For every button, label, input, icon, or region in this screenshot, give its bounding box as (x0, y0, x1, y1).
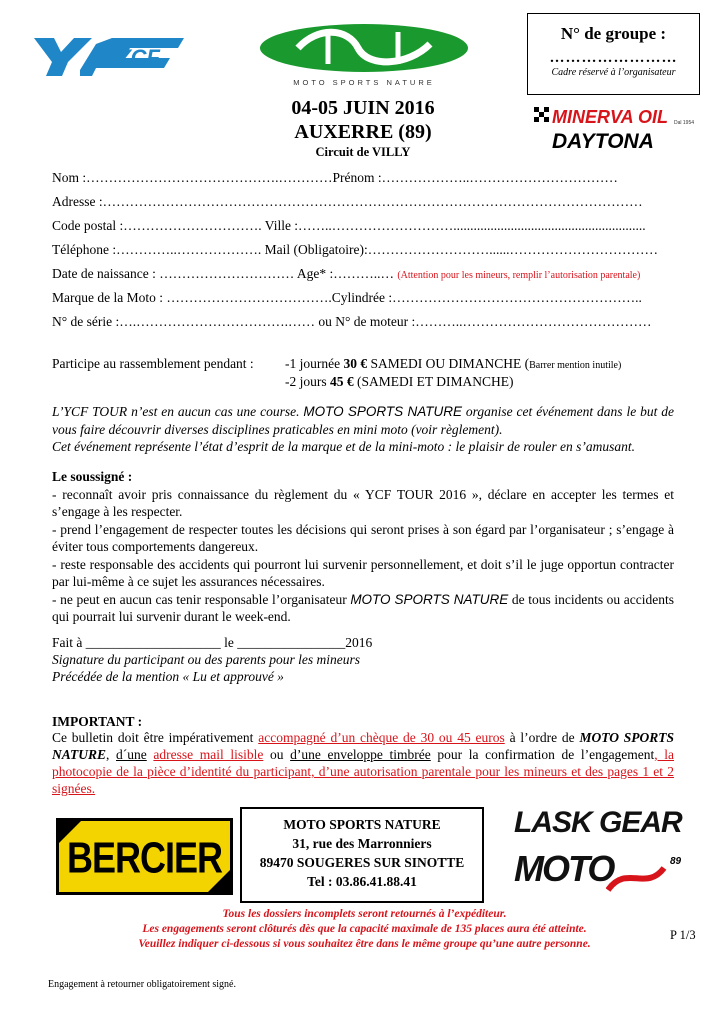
important-k: , la photocopie de la pièce d’identité du participant, d’une autorisation parentale pour les mineurs et des pages 1 et 2 signées. (52, 747, 675, 796)
minerva-text: MINERVA OIL (552, 107, 668, 127)
option1-note-open: ( (524, 356, 530, 371)
field-telephone-mail[interactable]: Téléphone :…………..………………. Mail (Obligatoire):………………………......…………………………… (52, 242, 658, 257)
moto-small-text: 89 (670, 856, 682, 867)
participation-option-2[interactable] (285, 373, 514, 391)
participation-option-1[interactable] (285, 355, 621, 375)
group-box-dots[interactable]: …………………… (549, 50, 678, 66)
field-serie-moteur[interactable]: N° de série :….…………………………….…… ou N° de moteur :………..…………………………………… (52, 314, 652, 329)
declaration-item-3: - reste responsable des accidents qui pourront lui survenir personnellement, et doit s’il le juge opportun contracter par lui-même à ce sujet les assurances nécessaires. (52, 556, 674, 589)
important-paragraph (52, 729, 674, 797)
declaration-section (52, 468, 674, 626)
important-cheque: accompagné d’un chèque de 30 ou 45 euros (258, 730, 505, 745)
important-title: IMPORTANT : (52, 714, 143, 729)
field-code-postal-ville[interactable]: Code postal :…………………………. Ville :……..………………………......................................................... (52, 218, 646, 233)
participation-label: Participe au rassemblement pendant : (52, 356, 254, 371)
event-circuit: Circuit de VILLY (315, 145, 411, 159)
group-box-note: Cadre réservé à l’organisateur (551, 67, 676, 78)
field-marque-cylindree[interactable]: Marque de la Moto : ……………………………….Cylindrée :……………………………………………….. (52, 290, 642, 305)
footer-warn-1: Tous les dossiers incomplets seront retournés à l’expéditeur. (222, 908, 507, 920)
address-city: 89470 SOUGERES SUR SINOTTE (259, 855, 465, 870)
bercier-text: BERCIER (66, 832, 223, 882)
field-adresse[interactable]: Adresse :………………………………………………………………………………………………………… (52, 194, 643, 209)
important-mail: adresse mail lisible (153, 747, 264, 762)
item4-c: de tous incidents ou accidents qui pourrait lui survenir durant le week-end. (52, 591, 675, 624)
event-city: AUXERRE (89) (294, 121, 432, 143)
msn-logo-text: MOTO SPORTS NATURE (293, 78, 435, 87)
organizer-address-box (240, 807, 484, 903)
important-envelope: d’une enveloppe timbrée (290, 747, 431, 762)
laskgear-logo: LASK GEAR (514, 806, 682, 839)
event-date: 04-05 JUIN 2016 (291, 97, 435, 119)
minerva-daytona-logo (532, 104, 697, 154)
option1-note: Barrer mention inutile) (529, 360, 622, 371)
group-number-box (527, 13, 700, 95)
group-box-title: N° de groupe : (560, 24, 667, 43)
important-brand: MOTO SPORTS NATURE (52, 730, 675, 762)
intro-paragraph (52, 403, 674, 456)
item4-brand: MOTO SPORTS NATURE (350, 591, 509, 607)
field-nom-prenom[interactable]: Nom :…………………………………….…………Prénom :………………..…………………………… (52, 170, 618, 185)
moto-text: MOTO (514, 848, 614, 889)
important-c: à l’ordre de (509, 730, 575, 745)
intro-p1-brand: MOTO SPORTS NATURE (303, 404, 462, 419)
footer-warn-3: Veuillez indiquer ci-dessous si vous souhaitez être dans le même groupe qu’une autre personne. (138, 938, 591, 950)
important-a: Ce bulletin doit être impérativement (52, 730, 254, 745)
footer-warn-2: Les engagements seront clôturés dès que la capacité maximale de 135 places aura été atteinte. (142, 923, 587, 935)
footer-warnings (92, 907, 637, 952)
fait-a-line[interactable]: Fait à ____________________ le ________________2016 (52, 635, 373, 650)
option2-prefix: -2 jours (285, 374, 327, 389)
item4-a: - ne peut en aucun cas tenir responsable l’organisateur (52, 591, 347, 607)
naissance-note: (Attention pour les mineurs, remplir l’autorisation parentale) (397, 270, 641, 281)
bottom-note: Engagement à retourner obligatoirement signé. (48, 979, 236, 990)
naissance-label[interactable]: Date de naissance : ………………………… Age* :………..… (52, 266, 394, 281)
ycf-logo (34, 36, 189, 78)
declaration-item-1: - reconnaît avoir pris connaissance du règlement du « YCF TOUR 2016 », déclare en accepter les termes et s’engage à les respecter. (52, 486, 674, 519)
moto-swoosh-icon (606, 862, 686, 896)
minerva-since: Dal 1954 (674, 120, 695, 126)
option2-days: (SAMEDI ET DIMANCHE) (357, 374, 514, 389)
important-f: d´une (116, 747, 147, 762)
important-h: ou (269, 747, 284, 762)
option1-prefix: -1 journée (285, 356, 341, 371)
option1-price: 30 € (343, 356, 368, 371)
ycf-logo-text: YCF (116, 45, 160, 70)
event-title (250, 96, 476, 160)
address-tel: Tel : 03.86.41.88.41 (307, 874, 417, 889)
address-street: 31, rue des Marronniers (292, 836, 432, 851)
signature-line-2: Précédée de la mention « Lu et approuvé » (52, 669, 284, 684)
option2-price: 45 € (330, 374, 354, 389)
moto-logo (514, 848, 689, 898)
address-name: MOTO SPORTS NATURE (283, 817, 441, 832)
intro-p2: Cet événement représente l’état d’esprit de la marque et de la mini-moto : le plaisir de rouler en s’amusant. (52, 439, 635, 454)
declaration-title: Le soussigné : (52, 469, 133, 484)
signature-line-1: Signature du participant ou des parents pour les mineurs (52, 652, 360, 667)
declaration-item-2: - prend l’engagement de respecter toutes les décisions qui seront prises à son égard par l’organisateur ; s’engage à éviter tous comportements dangereux. (52, 521, 674, 554)
msn-logo (258, 22, 470, 88)
declaration-item-4 (52, 591, 674, 626)
field-naissance-age[interactable] (52, 265, 640, 285)
option1-days: SAMEDI OU DIMANCHE (370, 356, 522, 371)
bercier-logo (56, 818, 233, 895)
important-j: pour la confirmation de l’engagement (437, 747, 655, 762)
important-comma: , (106, 747, 110, 762)
intro-p1-a: L’YCF TOUR n’est en aucun cas une course. (52, 404, 300, 419)
page-number: P 1/3 (670, 928, 696, 942)
intro-p1-c: organise cet événement dans le but de vous faire découvrir diverses disciplines praticables en mini moto (voir règlement). (52, 404, 675, 437)
daytona-text: DAYTONA (552, 130, 654, 153)
